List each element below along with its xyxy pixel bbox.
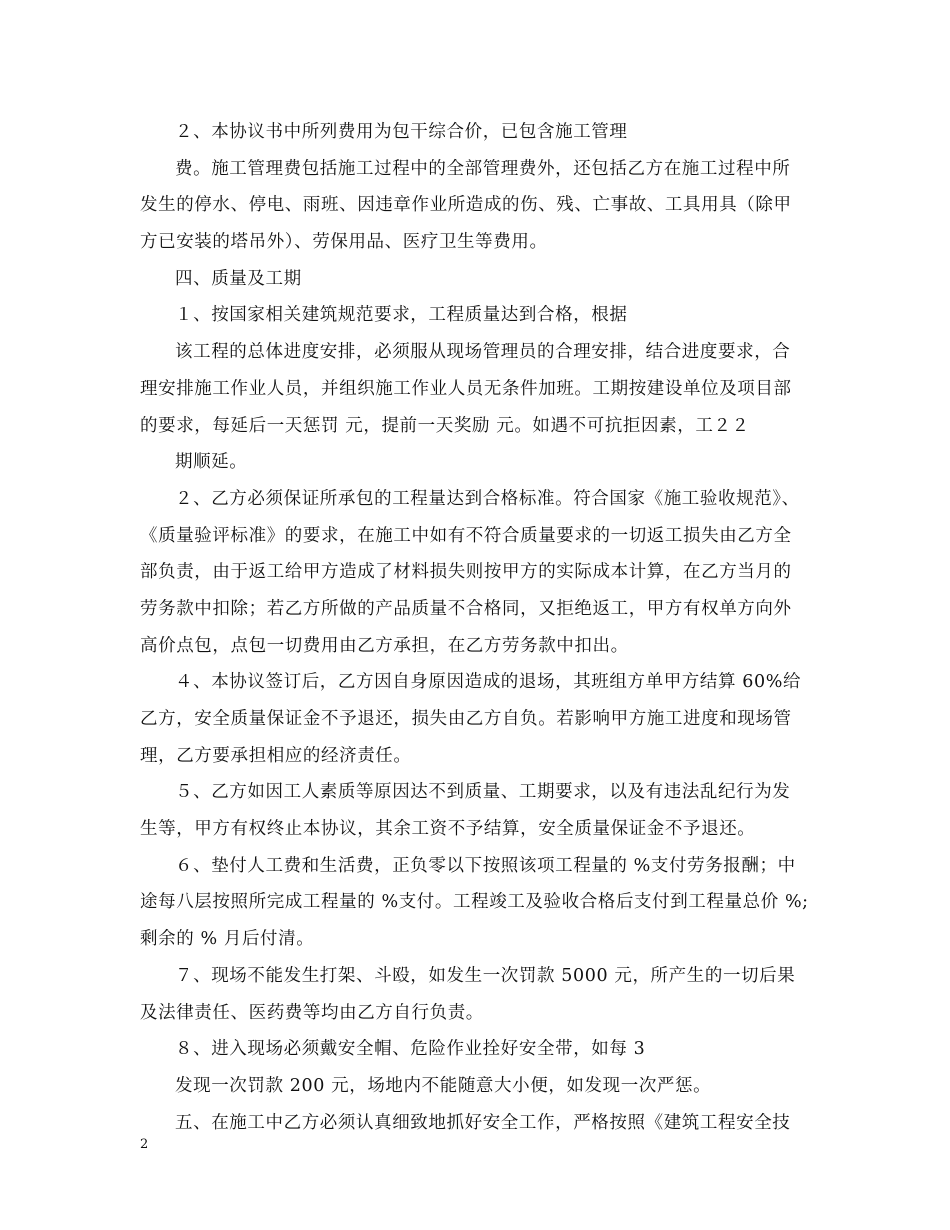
text-line: 剩余的 % 月后付清。 bbox=[140, 929, 315, 950]
text-line: ２、本协议书中所列费用为包干综合价，已包含施工管理 bbox=[175, 122, 628, 142]
text-line: 部负责，由于返工给甲方造成了材料损失则按甲方的实际成本计算，在乙方当月的 bbox=[140, 562, 792, 583]
text-line: 及法律责任、医药费等均由乙方自行负责。 bbox=[140, 1002, 484, 1023]
text-line: 理，乙方要承担相应的经济责任。 bbox=[140, 745, 412, 766]
text-line: 途每八层按照所完成工程量的 %支付。工程竣工及验收合格后支付到工程量总价 %; bbox=[140, 892, 809, 913]
text-line: 费。施工管理费包括施工过程中的全部管理费外，还包括乙方在施工过程中所 bbox=[175, 158, 791, 179]
text-line: 《质量验评标准》的要求，在施工中如有不符合质量要求的一切返工损失由乙方全 bbox=[140, 525, 792, 546]
text-line: 高价点包，点包一切费用由乙方承担，在乙方劳务款中扣出。 bbox=[140, 635, 629, 656]
document-body bbox=[140, 114, 830, 1141]
text-line: ４、本协议签订后，乙方因自身原因造成的退场，其班组方单甲方结算 60%给 bbox=[175, 672, 802, 693]
text-line: 期顺延。 bbox=[175, 452, 248, 473]
page-number: 2 bbox=[140, 1137, 149, 1152]
text-line: ６、垫付人工费和生活费，正负零以下按照该项工程量的 %支付劳务报酬；中 bbox=[175, 855, 796, 876]
text-line: ５、乙方如因工人素质等原因达不到质量、工期要求，以及有违法乱纪行为发 bbox=[175, 782, 791, 803]
text-line: 理安排施工作业人员，并组织施工作业人员无条件加班。工期按建设单位及项目部 bbox=[140, 378, 792, 399]
text-line: 劳务款中扣除；若乙方所做的产品质量不合格同，又拒绝返工，甲方有权单方向外 bbox=[140, 598, 792, 619]
text-line: ８、进入现场必须戴安全帽、危险作业拴好安全带，如每 3 bbox=[175, 1039, 646, 1060]
text-line: 的要求，每延后一天惩罚 元，提前一天奖励 元。如遇不可抗拒因素，工２２ bbox=[140, 415, 750, 436]
text-line: 乙方，安全质量保证金不予退还，损失由乙方自负。若影响甲方施工进度和现场管 bbox=[140, 709, 792, 729]
section-heading: 五、在施工中乙方必须认真细致地抓好安全工作，严格按照《建筑工程安全技 bbox=[175, 1112, 791, 1133]
text-line: 生等，甲方有权终止本协议，其余工资不予结算，安全质量保证金不予退还。 bbox=[140, 819, 756, 840]
section-heading: 四、质量及工期 bbox=[175, 268, 302, 289]
text-line: 方已安装的塔吊外）、劳保用品、医疗卫生等费用。 bbox=[140, 232, 548, 253]
text-line: 发现一次罚款 200 元，场地内不能随意大小便，如发现一次严惩。 bbox=[175, 1075, 712, 1096]
text-line: 该工程的总体进度安排，必须服从现场管理员的合理安排，结合进度要求，合 bbox=[175, 342, 791, 363]
text-line: ２、乙方必须保证所承包的工程量达到合格标准。符合国家《施工验收规范》、 bbox=[175, 488, 800, 509]
text-line: ７、现场不能发生打架、斗殴，如发生一次罚款 5000 元，所产生的一切后果 bbox=[175, 965, 796, 986]
text-line: １、按国家相关建筑规范要求，工程质量达到合格，根据 bbox=[175, 305, 628, 326]
text-line: 发生的停水、停电、雨班、因违章作业所造成的伤、残、亡事故、工具用具（除甲 bbox=[140, 195, 792, 216]
